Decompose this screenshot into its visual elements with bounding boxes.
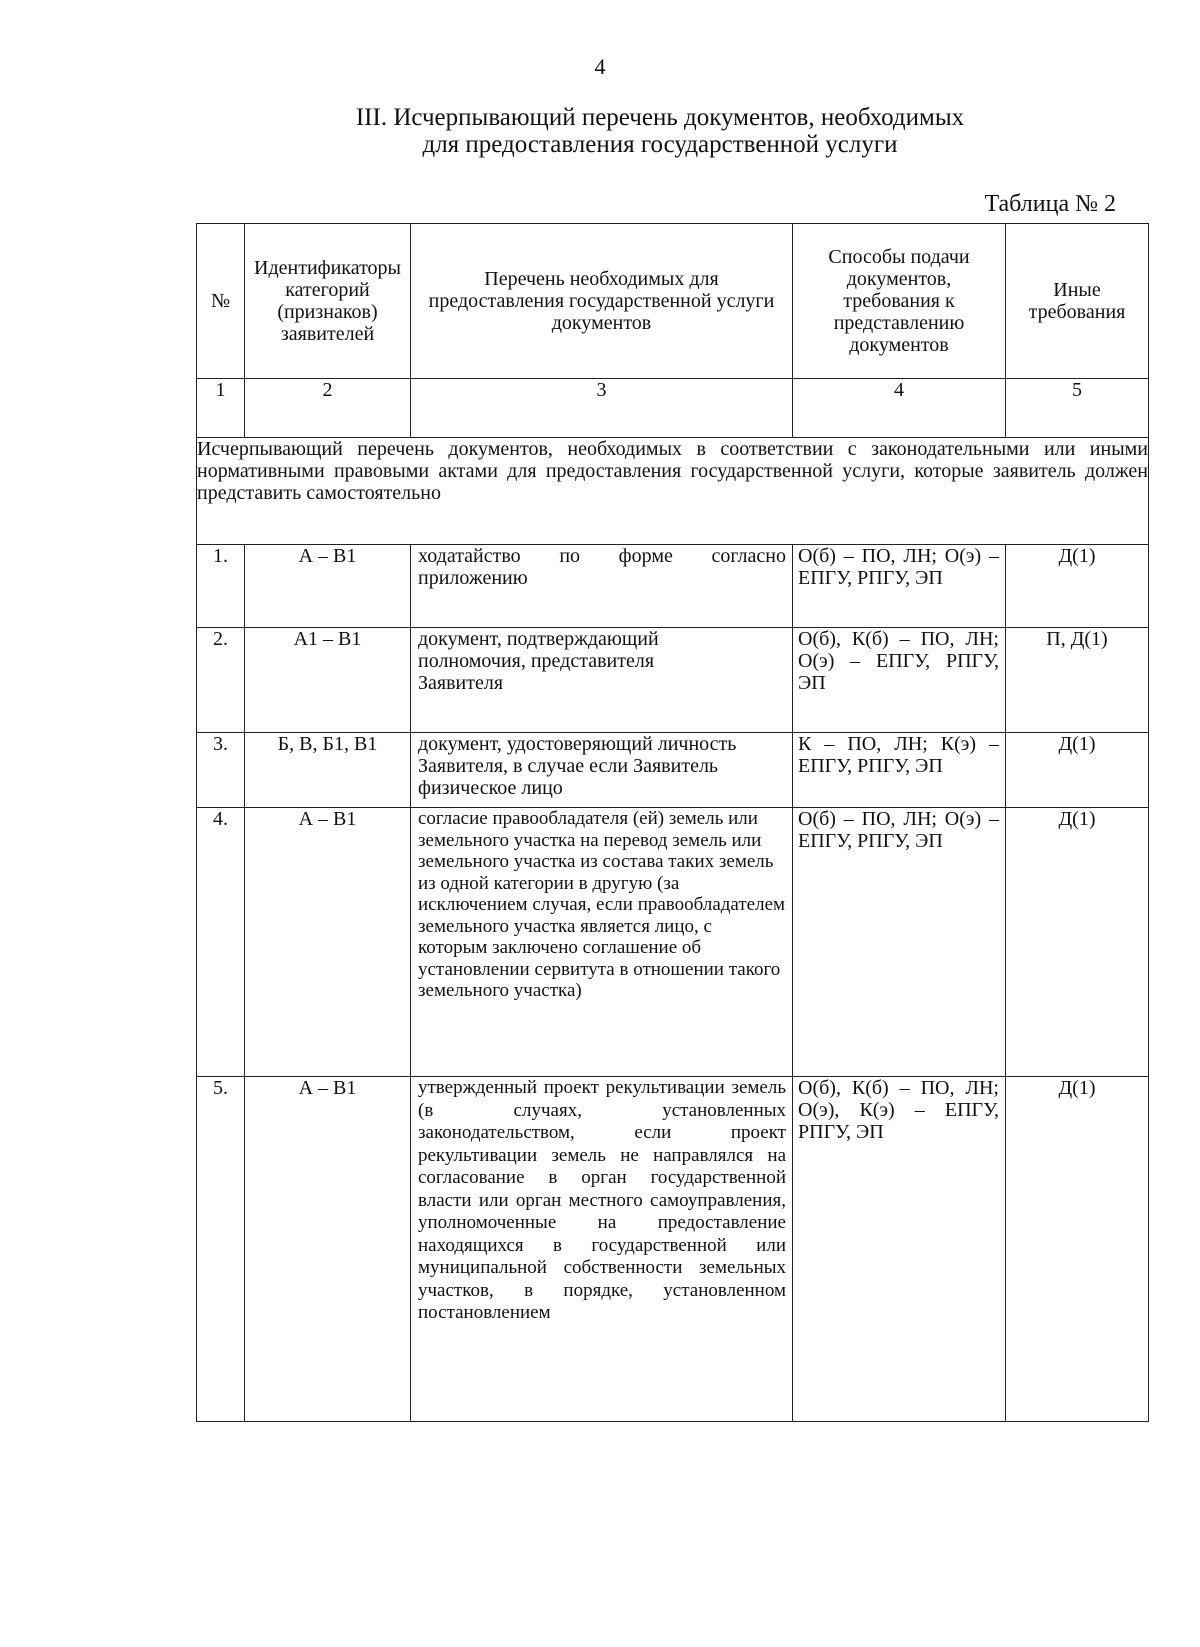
- header-submission-ways: Способы подачи документов, требования к представлению документов: [793, 224, 1006, 379]
- header-document-list: Перечень необходимых для предоставления государственной услуги документов: [411, 224, 793, 379]
- header-other-requirements: Иные требования: [1006, 224, 1149, 379]
- submission-ways: О(б), К(б) – ПО, ЛН; О(э), К(э) – ЕПГУ, РПГУ, ЭП: [793, 1077, 1006, 1422]
- header-applicant-ids: Идентификаторы категорий (признаков) заявителей: [245, 224, 411, 379]
- section-title-line-1: III. Исчерпывающий перечень документов, необходимых: [355, 104, 965, 131]
- applicant-ids: А1 – В1: [245, 628, 411, 733]
- other-requirements: П, Д(1): [1006, 628, 1149, 733]
- other-requirements: Д(1): [1006, 545, 1149, 628]
- submission-ways: К – ПО, ЛН; К(э) – ЕПГУ, РПГУ, ЭП: [793, 733, 1006, 808]
- table-label: Таблица № 2: [984, 191, 1116, 217]
- column-number: 2: [245, 379, 411, 438]
- document-description: согласие правообладателя (ей) земель или земельного участка на перевод земель или земельного участка из состава таких земель из одной категории в другую (за исключением случая, если правообладателем земельного участка является лицо, с которым заключено соглашение об установлении сервитута в отношении такого земельного участка): [411, 808, 793, 1077]
- group-heading-row: [197, 438, 1149, 545]
- submission-ways: О(б) – ПО, ЛН; О(э) – ЕПГУ, РПГУ, ЭП: [793, 545, 1006, 628]
- applicant-ids: А – В1: [245, 545, 411, 628]
- column-number-row: [197, 379, 1149, 438]
- column-number: 3: [411, 379, 793, 438]
- submission-ways: О(б), К(б) – ПО, ЛН; О(э) – ЕПГУ, РПГУ, ЭП: [793, 628, 1006, 733]
- document-description: утвержденный проект рекультивации земель (в случаях, установленных законодательством, если проект рекультивации земель не направлялся на согласование в орган государственной власти или орган местного самоуправления, уполномоченные на предоставление находящихся в государственной или муниципальной собственности земельных участков, в порядке, установленном постановлением: [411, 1077, 793, 1422]
- applicant-ids: А – В1: [245, 808, 411, 1077]
- table-row: [197, 733, 1149, 808]
- row-number: 2.: [197, 628, 245, 733]
- applicant-ids: А – В1: [245, 1077, 411, 1422]
- table-row: [197, 628, 1149, 733]
- other-requirements: Д(1): [1006, 1077, 1149, 1422]
- submission-ways: О(б) – ПО, ЛН; О(э) – ЕПГУ, РПГУ, ЭП: [793, 808, 1006, 1077]
- table-row: [197, 545, 1149, 628]
- page-number: 4: [594, 54, 606, 79]
- table-header-row: [197, 224, 1149, 379]
- row-number: 4.: [197, 808, 245, 1077]
- group-heading: Исчерпывающий перечень документов, необходимых в соответствии с законодательными или иными нормативными правовыми актами для предоставления государственной услуги, которые заявитель должен представить самостоятельно: [197, 438, 1149, 545]
- document-description: документ, удостоверяющий личность Заявителя, в случае если Заявитель физическое лицо: [411, 733, 793, 808]
- section-title: [300, 104, 1020, 158]
- header-number: №: [197, 224, 245, 379]
- other-requirements: Д(1): [1006, 733, 1149, 808]
- column-number: 1: [197, 379, 245, 438]
- document-description: ходатайство по форме согласно приложению: [411, 545, 793, 628]
- row-number: 5.: [197, 1077, 245, 1422]
- table-row: [197, 1077, 1149, 1422]
- document-description: документ, подтверждающий полномочия, представителя Заявителя: [411, 628, 793, 733]
- table-row: [197, 808, 1149, 1077]
- applicant-ids: Б, В, Б1, В1: [245, 733, 411, 808]
- documents-table: [196, 223, 1149, 1422]
- column-number: 5: [1006, 379, 1149, 438]
- column-number: 4: [793, 379, 1006, 438]
- other-requirements: Д(1): [1006, 808, 1149, 1077]
- section-title-line-2: для предоставления государственной услуги: [422, 131, 898, 158]
- row-number: 1.: [197, 545, 245, 628]
- row-number: 3.: [197, 733, 245, 808]
